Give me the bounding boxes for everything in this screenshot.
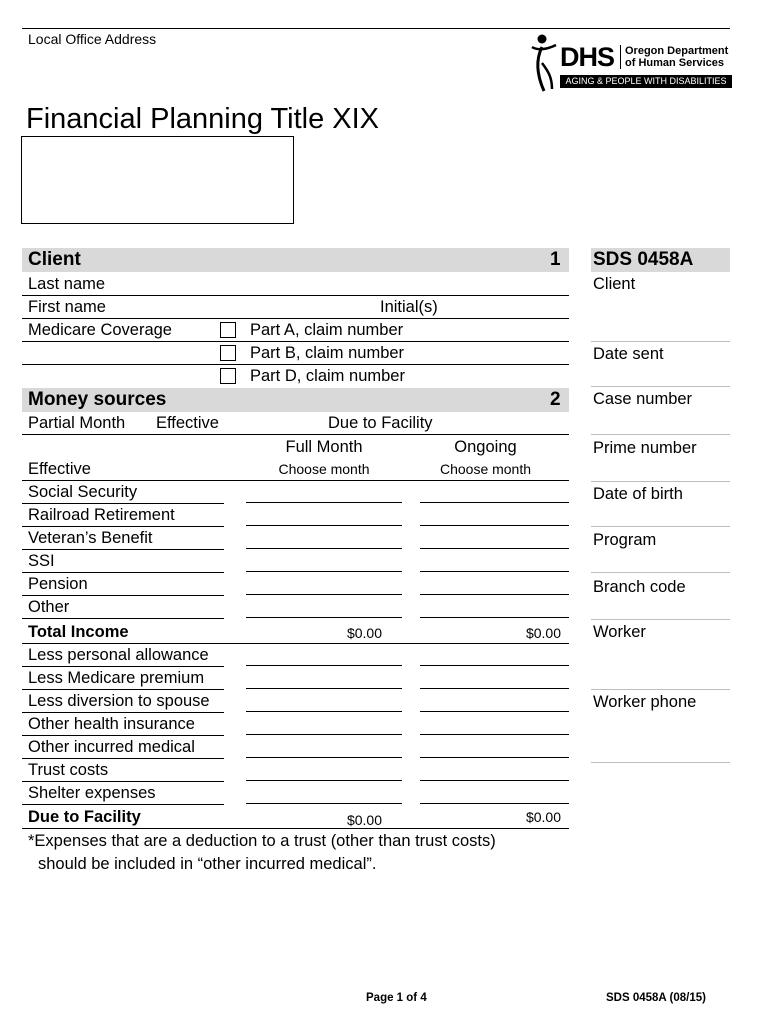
deduction-row-label: Less personal allowance — [28, 646, 209, 664]
part-b-checkbox[interactable] — [220, 345, 236, 361]
sidebar-field-label: Date of birth — [593, 485, 683, 503]
due-to-facility-header: Due to Facility — [328, 414, 433, 432]
last-name-label: Last name — [28, 275, 106, 293]
income-row-rule — [22, 526, 224, 527]
sidebar-field-rule — [591, 386, 730, 387]
logo-org-line2: of Human Services — [625, 57, 725, 69]
income-row-rule — [22, 618, 224, 619]
partial-effective-label: Effective — [156, 414, 219, 432]
part-d-checkbox[interactable] — [220, 368, 236, 384]
part-a-rule — [22, 341, 569, 342]
full-month-header: Full Month — [285, 438, 363, 456]
sidebar-field-input[interactable] — [593, 366, 728, 384]
income-full-month-input[interactable] — [246, 576, 402, 595]
logo-org-line1: Oregon Department — [625, 45, 729, 57]
deduction-full-month-input[interactable] — [246, 762, 402, 781]
income-row-rule — [22, 595, 224, 596]
sidebar-field-input[interactable] — [593, 321, 728, 339]
deduction-row-label: Other incurred medical — [28, 738, 195, 756]
local-office-address-box[interactable] — [21, 136, 294, 224]
sidebar-field-input[interactable] — [593, 414, 728, 432]
footnote-line-1: *Expenses that are a deduction to a trust (other than trust costs) — [28, 832, 496, 850]
footer-form-code: SDS 0458A (08/15) — [606, 992, 706, 1004]
part-a-checkbox[interactable] — [220, 322, 236, 338]
deduction-full-month-input[interactable] — [246, 739, 402, 758]
deduction-row-rule — [22, 758, 224, 759]
logo-divider — [620, 45, 621, 69]
income-ongoing-input[interactable] — [420, 530, 569, 549]
total-income-rule — [22, 643, 569, 644]
sidebar-field-rule — [591, 689, 730, 690]
deduction-row-label: Less Medicare premium — [28, 669, 205, 687]
due-total-rule — [22, 828, 569, 829]
income-full-month-input[interactable] — [246, 599, 402, 618]
income-ongoing-input[interactable] — [420, 576, 569, 595]
income-full-month-input[interactable] — [246, 507, 402, 526]
initials-input[interactable] — [450, 297, 565, 317]
deduction-row-rule — [22, 712, 224, 713]
money-section-number: 2 — [550, 389, 561, 410]
deduction-full-month-input[interactable] — [246, 647, 402, 666]
full-month-choose-select[interactable]: Choose month — [278, 461, 370, 477]
deduction-row-label: Other health insurance — [28, 715, 195, 733]
ongoing-choose-select[interactable]: Choose month — [439, 461, 532, 477]
income-row-rule — [22, 503, 224, 504]
logo-division: AGING & PEOPLE WITH DISABILITIES — [560, 75, 732, 88]
deduction-row-label: Trust costs — [28, 761, 109, 779]
deduction-ongoing-input[interactable] — [420, 739, 569, 758]
sidebar-field-rule — [591, 762, 730, 763]
deduction-full-month-input[interactable] — [246, 693, 402, 712]
page-title: Financial Planning Title XIX — [26, 103, 380, 135]
sidebar-field-rule — [591, 481, 730, 482]
part-a-label: Part A, claim number — [250, 321, 404, 339]
deduction-row-rule — [22, 666, 224, 667]
total-income-ongoing-value: $0.00 — [525, 625, 561, 641]
sidebar-field-input[interactable] — [593, 461, 728, 479]
sidebar-field-label: Client — [593, 275, 636, 293]
last-name-input[interactable] — [120, 274, 565, 294]
deduction-row-rule — [22, 735, 224, 736]
sidebar-field-label: Case number — [593, 390, 693, 408]
deduction-full-month-input[interactable] — [246, 716, 402, 735]
income-row-label: Pension — [28, 575, 88, 593]
income-ongoing-input[interactable] — [420, 599, 569, 618]
client-section-title: Client — [28, 249, 81, 270]
deduction-ongoing-input[interactable] — [420, 693, 569, 712]
sidebar-field-label: Date sent — [593, 345, 664, 363]
income-row-label: Railroad Retirement — [28, 506, 175, 524]
sidebar-field-input[interactable] — [593, 669, 728, 687]
sidebar-field-label: Branch code — [593, 578, 686, 596]
effective-row-rule — [22, 480, 569, 481]
local-office-label: Local Office Address — [28, 31, 157, 47]
last-name-rule — [22, 295, 569, 296]
part-d-label: Part D, claim number — [250, 367, 405, 385]
footnote-line-2: should be included in “other incurred medical”. — [38, 855, 377, 873]
income-row-label: SSI — [28, 552, 55, 570]
income-ongoing-input[interactable] — [420, 553, 569, 572]
sidebar-field-label: Worker phone — [593, 693, 697, 711]
partial-month-label: Partial Month — [28, 414, 126, 432]
sidebar-form-id: SDS 0458A — [593, 249, 694, 270]
sidebar-field-rule — [591, 434, 730, 435]
effective-row-label: Effective — [28, 460, 91, 478]
total-income-label: Total Income — [28, 623, 129, 641]
part-b-label: Part B, claim number — [250, 344, 405, 362]
deduction-ongoing-input[interactable] — [420, 785, 569, 804]
sidebar-field-input[interactable] — [593, 552, 728, 570]
deduction-row-rule — [22, 804, 224, 805]
income-row-label: Veteran’s Benefit — [28, 529, 153, 547]
deduction-row-label: Less diversion to spouse — [28, 692, 210, 710]
income-row-label: Social Security — [28, 483, 138, 501]
partial-month-rule — [22, 434, 569, 435]
part-b-claim-input[interactable] — [418, 343, 566, 363]
sidebar-field-input[interactable] — [593, 506, 728, 524]
income-row-rule — [22, 549, 224, 550]
due-ongoing-value: $0.00 — [525, 809, 561, 825]
medicare-coverage-label: Medicare Coverage — [28, 321, 172, 339]
deduction-ongoing-input[interactable] — [420, 762, 569, 781]
deduction-row-rule — [22, 689, 224, 690]
sidebar-field-label: Program — [593, 531, 657, 549]
sidebar-field-label: Worker — [593, 623, 646, 641]
income-row-rule — [22, 572, 224, 573]
logo-abbr: DHS — [560, 42, 615, 72]
first-name-label: First name — [28, 298, 106, 316]
page-number: Page 1 of 4 — [366, 992, 427, 1004]
deduction-ongoing-input[interactable] — [420, 670, 569, 689]
part-d-claim-input[interactable] — [418, 366, 566, 386]
sidebar-field-label: Prime number — [593, 439, 697, 457]
due-full-value: $0.00 — [346, 812, 382, 828]
sidebar-field-input[interactable] — [593, 599, 728, 617]
deduction-row-rule — [22, 781, 224, 782]
part-b-rule — [22, 364, 569, 365]
top-rule — [22, 28, 730, 29]
income-row-label: Other — [28, 598, 70, 616]
initials-label: Initial(s) — [380, 298, 438, 316]
ongoing-header: Ongoing — [454, 438, 517, 456]
client-section-band — [22, 248, 569, 272]
deduction-full-month-input[interactable] — [246, 785, 402, 804]
income-full-month-input[interactable] — [246, 553, 402, 572]
sidebar-field-rule — [591, 572, 730, 573]
deduction-ongoing-input[interactable] — [420, 716, 569, 735]
part-a-claim-input[interactable] — [418, 320, 566, 340]
income-full-month-input[interactable] — [246, 530, 402, 549]
income-ongoing-input[interactable] — [420, 507, 569, 526]
deduction-row-label: Shelter expenses — [28, 784, 156, 802]
deduction-ongoing-input[interactable] — [420, 647, 569, 666]
first-name-rule — [22, 318, 569, 319]
sidebar-field-rule — [591, 526, 730, 527]
client-section-number: 1 — [550, 249, 561, 270]
due-to-facility-total-label: Due to Facility — [28, 808, 141, 826]
first-name-input[interactable] — [120, 297, 370, 317]
sidebar-field-rule — [591, 619, 730, 620]
total-income-full-value: $0.00 — [346, 625, 382, 641]
dhs-logo — [528, 33, 734, 93]
sidebar-field-input[interactable] — [593, 742, 728, 760]
money-section-title: Money sources — [28, 389, 167, 410]
income-full-month-input[interactable] — [246, 484, 402, 503]
deduction-full-month-input[interactable] — [246, 670, 402, 689]
sidebar-field-rule — [591, 341, 730, 342]
income-ongoing-input[interactable] — [420, 484, 569, 503]
